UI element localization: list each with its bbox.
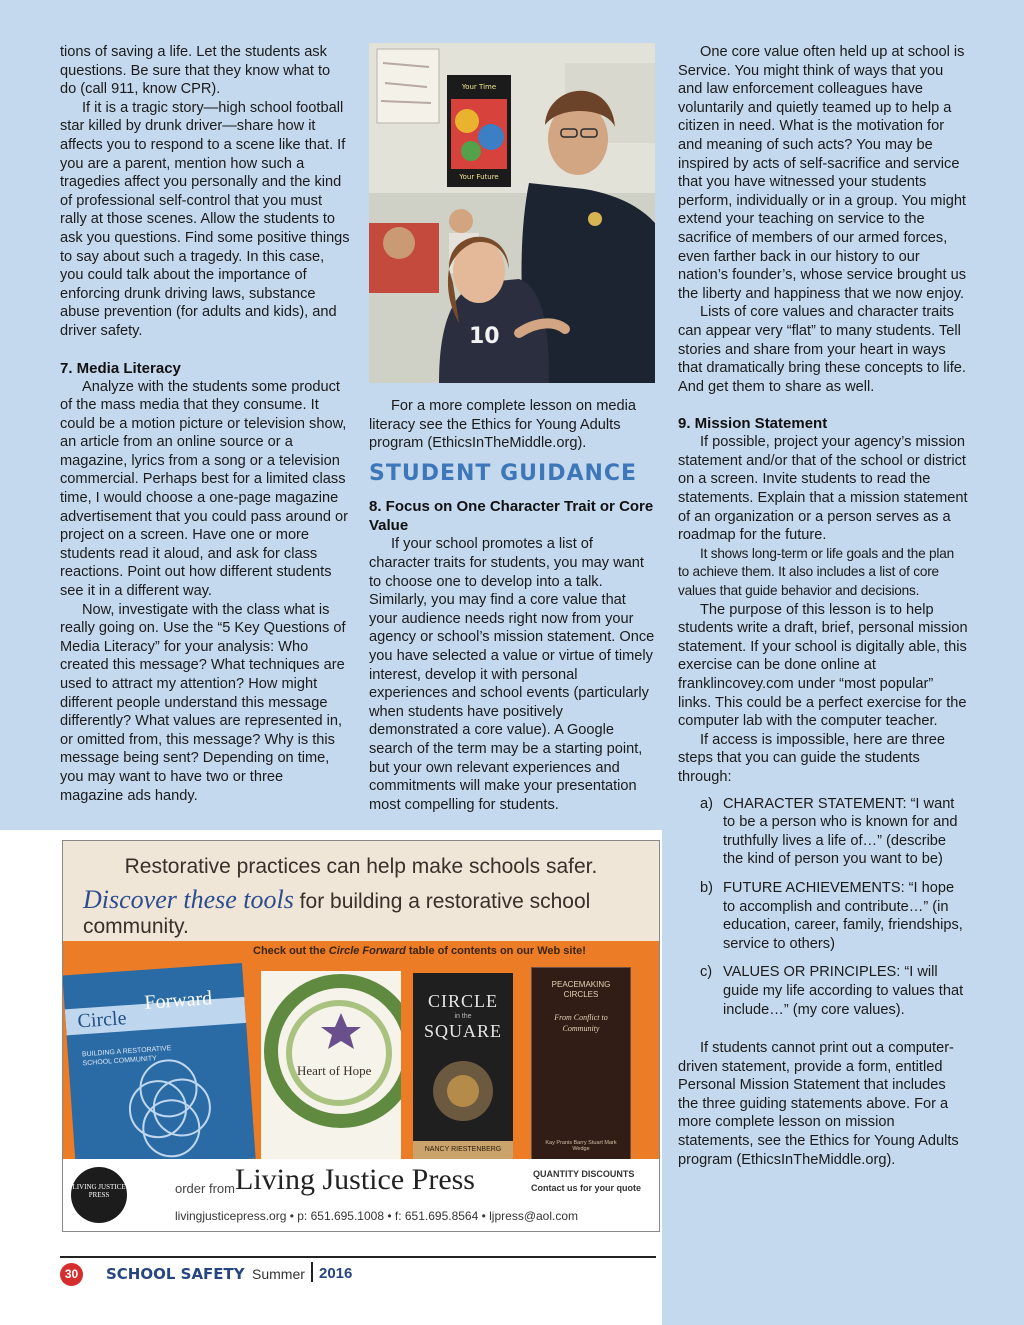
quantity-discounts-label: QUANTITY DISCOUNTS [533, 1169, 635, 1179]
ad-footer [63, 1159, 659, 1231]
list-item-text: VALUES OR PRINCIPLES: “I will guide my life according to values that include…” (my core values). [723, 964, 964, 1018]
book3-author: NANCY RIESTENBERG [413, 1141, 513, 1159]
student-guidance-heading: STUDENT GUIDANCE [369, 460, 638, 486]
ad-subheadline-text: for building a restorative school community. [83, 890, 591, 938]
ad-cta [253, 945, 586, 957]
list-marker: b) [700, 879, 713, 896]
ad-cta-text: Check out the [253, 945, 329, 957]
footer-rule [60, 1256, 656, 1258]
book-circle-in-the-square [413, 973, 513, 1159]
section-heading-character-trait: 8. Focus on One Character Trait or Core Value [369, 498, 654, 535]
paragraph: The purpose of this lesson is to help students write a draft, brief, personal mission statement. If your school is digitally able, this exercise can be done online at franklincovey.com under “most popular” links. This could be a perfect exercise for the computer lab with the computer teacher. [678, 601, 968, 730]
living-justice-press-logo [71, 1167, 127, 1223]
list-marker: a) [700, 795, 713, 812]
book1-subtitle: BUILDING A RESTORATIVE SCHOOL COMMUNITY [81, 1045, 172, 1068]
section-heading-media-literacy: 7. Media Literacy [60, 359, 181, 377]
press-name[interactable]: Living Justice Press [235, 1163, 475, 1196]
paragraph: tions of saving a life. Let the students ask questions. Be sure that they know what to do (call 911, know CPR). [60, 44, 331, 98]
book3-title-b: SQUARE [423, 1021, 502, 1041]
book3-art [413, 973, 513, 1159]
paragraph: If students cannot print out a computer-driven statement, provide a form, entitled Personal Mission Statement that includes the three guiding statements above. For a more complete lesson on mission statements, see the Ethics for Young Adults program (EthicsInTheMiddle.org). [678, 1040, 959, 1168]
paragraph: If access is impossible, here are three steps that you can guide the students through: [678, 731, 945, 785]
paragraph: Analyze with the students some product of the mass media that they consume. It could be a motion picture or television show, an article from an online source or a magazine, lyrics from a song or a television commercial. Perhaps best for a limited class time, I would choose a one-page magazine advertisement that you could pass around or project on a screen. Have one or more students read it aloud, and ask for class reactions. Point out how different students see it in a different way. [60, 378, 348, 600]
paragraph: If possible, project your agency’s mission statement and/or that of the school or district on a screen. Invite students to read the statements. Explain that a mission statement of an organization or a person serves as a roadmap for the future. [678, 434, 968, 544]
issue-year: 2016 [319, 1265, 353, 1282]
footer-divider [311, 1262, 313, 1282]
quote-label: Contact us for your quote [531, 1183, 641, 1193]
poster-subtitle: Your Future [459, 173, 499, 181]
column-2 [369, 43, 655, 814]
column-3 [678, 43, 968, 1169]
section-heading-mission-statement: 9. Mission Statement [678, 415, 828, 433]
list-item [678, 795, 968, 869]
column-1 [60, 43, 350, 805]
ad-cta-title: Circle Forward [328, 945, 406, 957]
issue-season: Summer [252, 1266, 305, 1282]
paragraph: Now, investigate with the class what is really going on. Use the “5 Key Questions of Media Literacy” for your analysis: Who created this message? What techniques are used to attract my attention? How might different people understand this message differently? What values are represented in, or omitted from, this message? Why is this message being sent? Depending on time, you may want to have two or three magazine ads handy. [60, 601, 346, 804]
book4-title: PEACEMAKING CIRCLES [551, 980, 611, 999]
ad-headline: Restorative practices can help make schools safer. [124, 855, 598, 878]
list-item [678, 963, 968, 1019]
classroom-photo-illustration [369, 43, 655, 383]
list-item [678, 879, 968, 953]
book2-title: Heart of Hope [297, 1063, 372, 1078]
page-number: 30 [60, 1263, 83, 1286]
list-item-text: FUTURE ACHIEVEMENTS: “I hope to accomplish and contribute…” (in education, career, family, friendships, service to others) [723, 879, 963, 952]
classroom-photo [369, 43, 655, 383]
book1-circles [62, 963, 255, 1171]
paragraph: One core value often held up at school is Service. You might think of ways that you and law enforcement colleagues have voluntarily and quietly teamed up to help a citizen in need. What is the motivation for and meaning of such acts? You may be inspired by acts of self-sacrifice and service that you have witnessed your students perform, individually or in a group. You might extend your teaching on service to the sacrifice of members of our armed forces, even farther back in our history to our nation’s founder’s, whose service brought us the liberty and happiness that we now enjoy. [678, 44, 966, 302]
logo-text: LIVING JUSTICE PRESS [72, 1183, 126, 1199]
press-contact-info[interactable]: livingjusticepress.org • p: 651.695.1008 • f: 651.695.8564 • ljpress@aol.com [175, 1209, 579, 1223]
photo-caption: For a more complete lesson on media literacy see the Ethics for Young Adults program (EthicsInTheMiddle.org). [369, 398, 636, 452]
book3-title-mid: in the [454, 1013, 472, 1020]
magazine-title: SCHOOL SAFETY [106, 1265, 245, 1283]
steps-list [678, 795, 968, 1020]
list-item-text: CHARACTER STATEMENT: “I want to be a person who is known for and truthfully lives a life of…” (describe the kind of person you want to be) [723, 795, 958, 868]
poster-title: Your Time [461, 83, 497, 91]
book-peacemaking-circles [531, 967, 631, 1161]
jersey-number: 10 [469, 324, 500, 349]
paragraph: If your school promotes a list of character traits for students, you may want to choose one to develop into a talk. Similarly, you may find a core value that your audience needs right now from your agency or school’s mission statement. Once you have selected a value or virtue of timely interest, develop it with personal experiences and school events (particularly when students have positively demonstrated a core value). A Google search of the term may be a starting point, but your own relevant experiences and commitments will make your presentation most compelling for students. [369, 536, 655, 813]
book1-title-a: Circle [76, 1007, 128, 1033]
book4-authors: Kay Pranis Barry Stuart Mark Wedge [545, 1140, 617, 1152]
ad-subheadline [83, 885, 653, 939]
ad-cta-text: table of contents on our Web site! [405, 945, 586, 957]
ad-script-text: Discover these tools [83, 885, 294, 914]
paragraph: If it is a tragic story—high school football star killed by drunk driver—share how it affects you to respond to a scene like that. If you are a parent, mention how such a tragedies affect you personally and the kind of professional self-control that you must rally at those scenes. Allow the students to ask you questions. Find some positive things to say about such a tragedy. In this case, you could talk about the importance of enforcing drunk driving laws, substance abuse prevention (for adults and kids), and driver safety. [60, 99, 350, 339]
paragraph: It shows long-term or life goals and the plan to achieve them. It also includes a list of core values that guide behavior and decisions. [678, 545, 954, 599]
book1-title-b: Forward [143, 987, 213, 1014]
book3-title-a: CIRCLE [427, 991, 498, 1011]
ad-header [63, 841, 659, 941]
paragraph: Lists of core values and character traits can appear very “flat” to many students. Tell stories and share from your heart in ways that dramatically bring these concepts to life. And get them to share as well. [678, 304, 966, 395]
book-circle-forward [62, 963, 255, 1171]
living-justice-press-ad[interactable] [62, 840, 660, 1232]
book-heart-of-hope [261, 971, 401, 1161]
book4-subtitle: From Conflict to Community [554, 1013, 608, 1033]
order-from-label: order from [175, 1181, 235, 1196]
list-marker: c) [700, 964, 713, 981]
